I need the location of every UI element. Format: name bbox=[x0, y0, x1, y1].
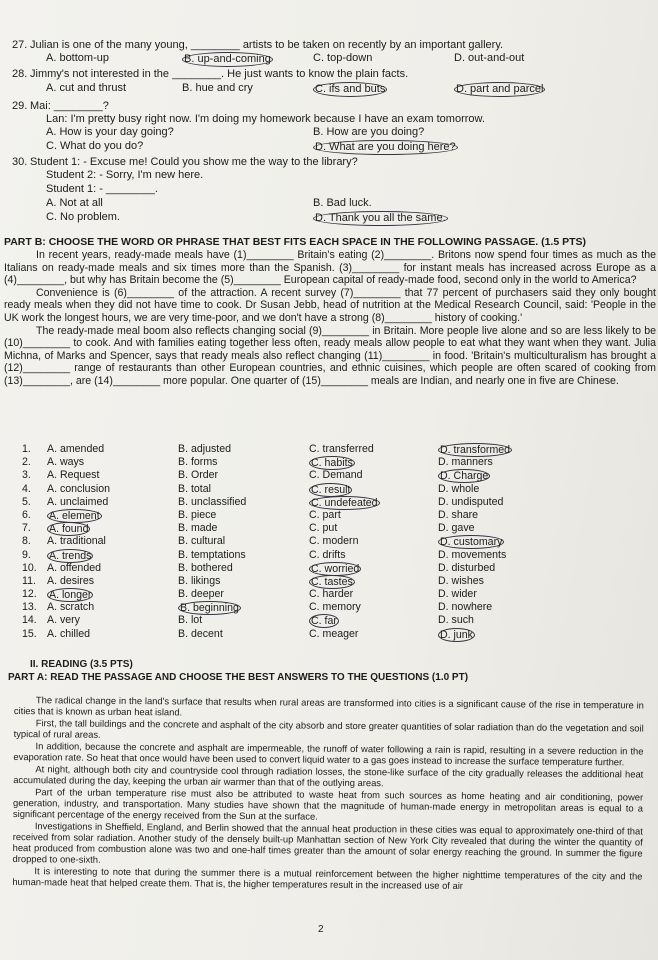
q27-number: 27. bbox=[12, 39, 28, 51]
choice-number: 13. bbox=[22, 601, 37, 614]
q30-option-c[interactable]: C. No problem. bbox=[46, 211, 120, 223]
choice-number: 15. bbox=[22, 627, 37, 640]
choice-row bbox=[0, 469, 658, 482]
choice-option[interactable]: D. such bbox=[438, 614, 474, 627]
choice-option[interactable]: B. adjusted bbox=[178, 443, 232, 455]
page-number: 2 bbox=[318, 924, 324, 935]
choice-option[interactable]: C. modern bbox=[309, 535, 359, 548]
reading-section-title: II. READING (3.5 PTS) bbox=[30, 659, 133, 670]
reading-paragraph: At night, although both city and countryside cool through radiation losses, the stone-like surface of the city gradually releases the additional heat accumulated during the day, keeping the urban air warmer than that of the outlying areas. bbox=[13, 763, 644, 789]
choice-option[interactable]: D. junk bbox=[440, 628, 473, 641]
q29-option-a[interactable]: A. How is your day going? bbox=[46, 126, 174, 138]
q30-number: 30. bbox=[12, 156, 28, 168]
choice-row bbox=[0, 562, 658, 575]
choice-option[interactable]: B. Order bbox=[178, 469, 219, 482]
choice-option[interactable]: C. meager bbox=[309, 627, 359, 640]
choice-option[interactable]: C. worried bbox=[311, 562, 360, 575]
choice-option[interactable]: C. part bbox=[309, 508, 341, 521]
choice-option[interactable]: A. amended bbox=[47, 443, 105, 455]
choice-option[interactable]: A. ways bbox=[47, 456, 85, 469]
choice-option[interactable]: D. gave bbox=[438, 522, 475, 535]
q28-number: 28. bbox=[12, 68, 28, 80]
choice-row bbox=[0, 483, 658, 496]
choice-row bbox=[0, 535, 658, 548]
choice-row bbox=[0, 443, 658, 456]
choice-option[interactable]: A. found bbox=[49, 523, 89, 536]
q27-option-a[interactable]: A. bottom-up bbox=[46, 52, 109, 64]
choice-option[interactable]: C. result bbox=[311, 483, 351, 496]
choice-option[interactable]: C. undefeated bbox=[311, 496, 378, 509]
q28-option-d[interactable]: D. part and parcel bbox=[456, 83, 544, 95]
reading-part-a-title: PART A: READ THE PASSAGE AND CHOOSE THE BEST ANSWERS TO THE QUESTIONS (1.0 PT) bbox=[8, 672, 469, 683]
reading-passage bbox=[12, 694, 644, 893]
choice-option[interactable]: D. wishes bbox=[438, 574, 484, 587]
part-b-paragraph-3: The ready-made meal boom also reflects changing social (9)________ in Britain. More people live alone and so are less likely to be (10)________ to cook. And with families eating together less often, ready meals allow people to eat what they want when they want. Julia Michna, of Marks and Spencer, says that ready meals also reflect changing (11)________ in food. 'Britain's multiculturalism has brought a (12)________ range of restaurants than other European countries, and ethnic cuisines, which people are often scared of cooking from (13)________, are (14)________ more popular. One quarter of (15)________ meals are Indian, and nearly one in five are Chinese. bbox=[4, 324, 656, 387]
q30-option-a[interactable]: A. Not at all bbox=[46, 197, 103, 209]
choice-option[interactable]: A. chilled bbox=[47, 627, 90, 640]
choice-option[interactable]: D. whole bbox=[438, 482, 480, 495]
choice-option[interactable]: C. Demand bbox=[309, 469, 363, 482]
choice-option[interactable]: D. movements bbox=[438, 548, 507, 561]
choice-number: 1. bbox=[22, 443, 31, 455]
choice-option[interactable]: A. very bbox=[47, 614, 80, 627]
choice-option[interactable]: A. desires bbox=[47, 574, 95, 587]
choice-option[interactable]: D. nowhere bbox=[438, 601, 493, 614]
choice-option[interactable]: A. trends bbox=[49, 549, 92, 562]
q27-option-c[interactable]: C. top-down bbox=[313, 52, 373, 64]
choice-option[interactable]: A. offended bbox=[47, 561, 101, 574]
q28-option-a[interactable]: A. cut and thrust bbox=[46, 82, 127, 94]
choice-row bbox=[0, 456, 658, 469]
choice-option[interactable]: B. forms bbox=[178, 456, 218, 469]
choice-option[interactable]: A. conclusion bbox=[47, 482, 111, 495]
choice-row bbox=[0, 628, 658, 641]
part-b-passage bbox=[4, 249, 656, 388]
choice-option[interactable]: B. total bbox=[178, 482, 211, 495]
q28-options bbox=[0, 82, 658, 95]
reading-paragraph: The radical change in the land's surface that results when rural areas are transformed into cities is a significant cause of the rise in temperature in cities that is known as urban heat island. bbox=[13, 694, 644, 718]
q27-option-d[interactable]: D. out-and-out bbox=[454, 52, 525, 64]
choice-row bbox=[0, 509, 658, 522]
choice-row bbox=[0, 588, 658, 601]
choice-option[interactable]: C. far bbox=[311, 615, 337, 628]
choice-option[interactable]: C. drifts bbox=[309, 548, 346, 561]
choice-number: 8. bbox=[22, 535, 31, 548]
reading-paragraph: In addition, because the concrete and asphalt are impermeable, the runoff of water following a rain is rapid, resulting in a severe reduction in the evaporation rate. So heat that once would have been used to convert liquid water to a gas goes instead to increase the surface temperature further. bbox=[13, 740, 644, 768]
choice-number: 6. bbox=[22, 508, 31, 521]
choice-number: 5. bbox=[22, 495, 31, 508]
choice-option[interactable]: C. harder bbox=[309, 588, 354, 601]
part-b-paragraph-1: In recent years, ready-made meals have (1)________ Britain's eating (2)________. Britons now spend four times as much as the Italians on ready-made meals and six times more than the Spanish. (3)________ for instant meals has increased across Europe as a (4)________, but why has Britain become the (5)________ European capital of ready-made food, second only in the world to America? bbox=[4, 249, 656, 287]
choice-option[interactable]: A. scratch bbox=[47, 601, 95, 614]
choice-option[interactable]: C. memory bbox=[309, 601, 361, 614]
choice-option[interactable]: B. cultural bbox=[178, 535, 226, 548]
choice-option[interactable]: B. made bbox=[178, 522, 218, 535]
q28-option-b[interactable]: B. hue and cry bbox=[182, 82, 253, 94]
q30-extra: Student 2: - Sorry, I'm new here. bbox=[46, 169, 204, 181]
q29-number: 29. bbox=[12, 100, 28, 112]
choice-number: 3. bbox=[22, 469, 31, 482]
choice-option[interactable]: B. bothered bbox=[178, 561, 233, 574]
choice-option[interactable]: D. transformed bbox=[440, 444, 511, 456]
choice-number: 10. bbox=[22, 561, 37, 574]
choice-number: 12. bbox=[22, 588, 37, 601]
choice-option[interactable]: A. Request bbox=[47, 469, 100, 482]
q30-extra2: Student 1: - ________. bbox=[46, 183, 158, 195]
reading-paragraph: First, the tall buildings and the concrete and asphalt of the city absorb and store greater quantities of solar radiation than do the vegetation and soil typical of rural areas. bbox=[13, 717, 644, 740]
choice-option[interactable]: D. undisputed bbox=[438, 495, 504, 508]
choice-option[interactable]: B. piece bbox=[178, 508, 217, 521]
choice-option[interactable]: B. lot bbox=[178, 614, 203, 627]
q27-options bbox=[0, 52, 658, 65]
choice-number: 4. bbox=[22, 482, 31, 495]
reading-paragraph: It is interesting to note that during the summer there is a mutual reinforcement between the higher nighttime temperatures of the city and the human-made heat that helped create them. That is, the higher temperatures result in the increased use of air bbox=[12, 865, 643, 891]
choice-option[interactable]: A. element bbox=[49, 509, 100, 522]
choice-option[interactable]: C. transferred bbox=[309, 443, 374, 455]
choice-option[interactable]: C. put bbox=[309, 522, 338, 535]
choice-number: 14. bbox=[22, 614, 37, 627]
choice-row bbox=[0, 614, 658, 627]
q30-option-d[interactable]: D. Thank you all the same. bbox=[315, 212, 446, 224]
choice-option[interactable]: B. likings bbox=[178, 574, 221, 587]
choice-row bbox=[0, 549, 658, 562]
q28-stem: Jimmy's not interested in the ________. He just wants to know the plain facts. bbox=[30, 68, 409, 80]
part-b-paragraph-2: Convenience is (6)________ of the attraction. A recent survey (7)________ that 77 percent of purchasers said they only bought ready meals when they did not have time to cook. Dr Susan Jebb, head of nutrition at the Medical Research Council, said: 'People in the UK work the longest hours, we are very time-poor, and we don't have a strong (8)________ history of cooking.' bbox=[4, 286, 656, 324]
reading-paragraph: Investigations in Sheffield, England, and Berlin showed that the annual heat production in these cities was equal to approximately one-third of that received from solar radiation. Another study of the densely built-up Manhattan section of New York City revealed that during the winter the quantity of heat produced from combustion alone was two and one-half times greater than the amount of solar energy reaching the ground. In summer the figure dropped to one-sixth. bbox=[12, 820, 643, 865]
choice-row bbox=[0, 601, 658, 614]
choice-option[interactable]: D. manners bbox=[438, 456, 493, 469]
choice-option[interactable]: C. tastes bbox=[311, 575, 353, 588]
choice-number: 7. bbox=[22, 522, 31, 535]
choice-option[interactable]: B. temptations bbox=[178, 548, 246, 561]
part-b-title: PART B: CHOOSE THE WORD OR PHRASE THAT BEST FITS EACH SPACE IN THE FOLLOWING PASSAGE. (1.5 PTS) bbox=[4, 236, 586, 248]
q27-option-b[interactable]: B. up-and-coming bbox=[184, 53, 271, 65]
choice-number: 9. bbox=[22, 548, 31, 561]
choice-option[interactable]: D. share bbox=[438, 508, 479, 521]
choice-option[interactable]: D. wider bbox=[438, 588, 477, 601]
q28-option-c[interactable]: C. ifs and buts bbox=[315, 83, 386, 95]
q29-option-c[interactable]: C. What do you do? bbox=[46, 140, 144, 152]
q29-option-b[interactable]: B. How are you doing? bbox=[313, 126, 425, 138]
choice-option[interactable]: D. disturbed bbox=[438, 561, 496, 574]
choice-option[interactable]: B. decent bbox=[178, 627, 223, 640]
q29-option-d[interactable]: D. What are you doing here? bbox=[315, 141, 456, 153]
reading-paragraph: Part of the urban temperature rise must also be attributed to waste heat from such sources as home heating and air conditioning, power generation, industry, and transportation. Many studies have shown that the magnitude of human-made energy in metropolitan areas is equal to a significant percentage of the energy received from the Sun at the surface. bbox=[12, 786, 644, 822]
choice-option[interactable]: D. Charge bbox=[440, 470, 489, 483]
q30-stem: Student 1: - Excuse me! Could you show me the way to the library? bbox=[30, 156, 358, 168]
choices-table bbox=[0, 443, 658, 641]
choice-number: 11. bbox=[22, 574, 36, 587]
choice-option[interactable]: A. unclaimed bbox=[47, 495, 109, 508]
choice-option[interactable]: A. longer bbox=[49, 589, 92, 602]
choice-option[interactable]: A. traditional bbox=[47, 535, 106, 548]
q29-stem: Mai: ________? bbox=[30, 100, 109, 112]
q30-option-b[interactable]: B. Bad luck. bbox=[313, 197, 372, 209]
choice-row bbox=[0, 522, 658, 535]
q29-extra: Lan: I'm pretty busy right now. I'm doing my homework because I have an exam tomorrow. bbox=[46, 113, 485, 125]
choice-option[interactable]: D. customary bbox=[440, 536, 503, 549]
choice-row bbox=[0, 496, 658, 509]
choice-number: 2. bbox=[22, 456, 31, 469]
choice-option[interactable]: C. habits bbox=[311, 457, 353, 470]
choice-option[interactable]: B. deeper bbox=[178, 588, 224, 601]
choice-option[interactable]: B. beginning bbox=[180, 602, 239, 615]
choice-option[interactable]: B. unclassified bbox=[178, 495, 247, 508]
choice-row bbox=[0, 575, 658, 588]
q27-stem: Julian is one of the many young, ________ artists to be taken on recently by an important gallery. bbox=[30, 39, 504, 51]
